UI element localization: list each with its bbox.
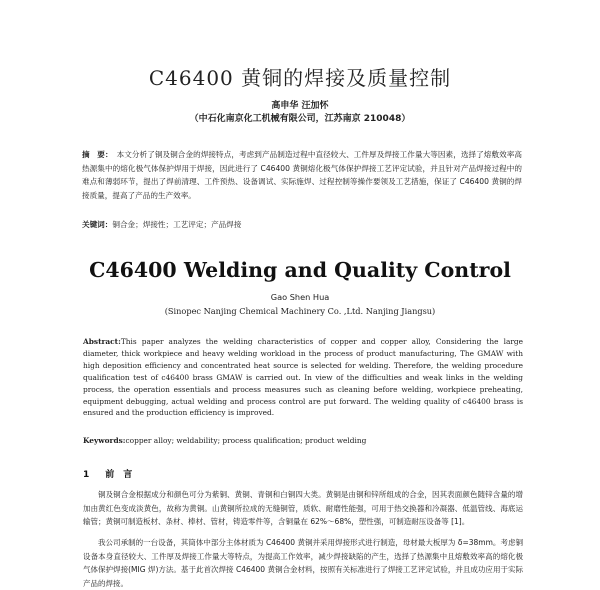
body-paragraph: 铜及铜合金根据成分和颜色可分为紫铜、黄铜、青铜和白铜四大类。黄铜是由铜和锌所组成的合金，因其表面颜色随锌含量的增加由黄红色变成淡黄色，故称为黄铜。山黄铜所拉成的无缝铜管，质软、耐磨性能强，可用于热交换器和冷凝器、低温管线、海底运输管；黄铜可制造板材、条材、棒材、管材，铸造零件等，含铜量在 62%～68%，塑性强，可制造耐压设备等 [1]。 <box>83 490 523 527</box>
section-heading <box>83 467 148 480</box>
english-title: C46400 Welding and Quality Control <box>89 258 511 282</box>
body-paragraph: 我公司承制的一台设备，其筒体中部分主体材质为 C46400 黄铜并采用焊接形式进行制造，母材最大板厚为 δ=38mm。考虑铜设备本身直径较大、工件厚及焊接工作量大等特点，为提高工作效率，减少焊接缺陷的产生，选择了热源集中且熔敷效率高的熔化极气体保护焊接(MIG 焊)方法。基于此首次焊接 C46400 黄铜合金材料，按照有关标准进行了焊接工艺评定试验，并且成功应用于实际产品的焊接。 <box>83 538 523 588</box>
chinese-abstract-label: 摘 要： <box>82 150 113 159</box>
english-abstract-label: Abstract: <box>83 337 121 346</box>
chinese-keywords <box>82 219 522 230</box>
chinese-abstract <box>82 148 522 202</box>
english-keywords-text: copper alloy; weldability; process qualification; product welding <box>125 436 367 445</box>
english-author: Gao Shen Hua <box>270 292 330 302</box>
chinese-title: C46400 黄铜的焊接及质量控制 <box>148 66 452 90</box>
section-number: 1 <box>83 470 90 480</box>
chinese-authors: 高申华 汪加怀 <box>271 101 329 111</box>
english-abstract <box>83 336 523 419</box>
english-keywords-label: Keywords: <box>83 436 126 445</box>
section-title: 前 言 <box>105 470 133 480</box>
english-affiliation: (Sinopec Nanjing Chemical Machinery Co. ,Ltd. Nanjing Jiangsu) <box>164 306 436 316</box>
chinese-affiliation: （中石化南京化工机械有限公司，江苏南京 210048） <box>189 114 411 124</box>
chinese-abstract-text: 本文分析了铜及铜合金的焊接特点，考虑到产品制造过程中直径较大、工件厚及焊接工作量大等因素，选择了熔敷效率高热源集中的熔化极气体保护焊用于焊接，因此进行了 C46400 黄铜熔化极气体保护焊接工艺评定试验，并且针对产品焊接过程中的难点和薄弱环节，提出了焊前清理、工件预热、设备调试、实际施焊、过程控制等操作要领及工艺措施，保证了 C46400 黄铜的焊接质量，提高了产品的生产效率。 <box>82 150 523 200</box>
english-abstract-text: This paper analyzes the welding characteristics of copper and copper alloy, Considering the large diameter, thick workpiece and heavy welding workload in the process of product manufacturing, The GMAW with high deposition efficiency and concentrated heat source is selected for welding. Therefore, the welding procedure qualification test of c46400 brass GMAW is carried out. In view of the difficulties and weak links in the welding process, the operation essentials and process measures such as cleaning before welding, workpiece preheating, equipment debugging, actual welding and process control are put forward. The welding quality of c46400 brass is ensured and the production efficiency is improved. <box>83 337 523 418</box>
chinese-keywords-text: 铜合金；焊接性；工艺评定；产品焊接 <box>112 220 242 229</box>
chinese-keywords-label: 关键词： <box>82 220 113 229</box>
english-keywords <box>83 436 523 445</box>
